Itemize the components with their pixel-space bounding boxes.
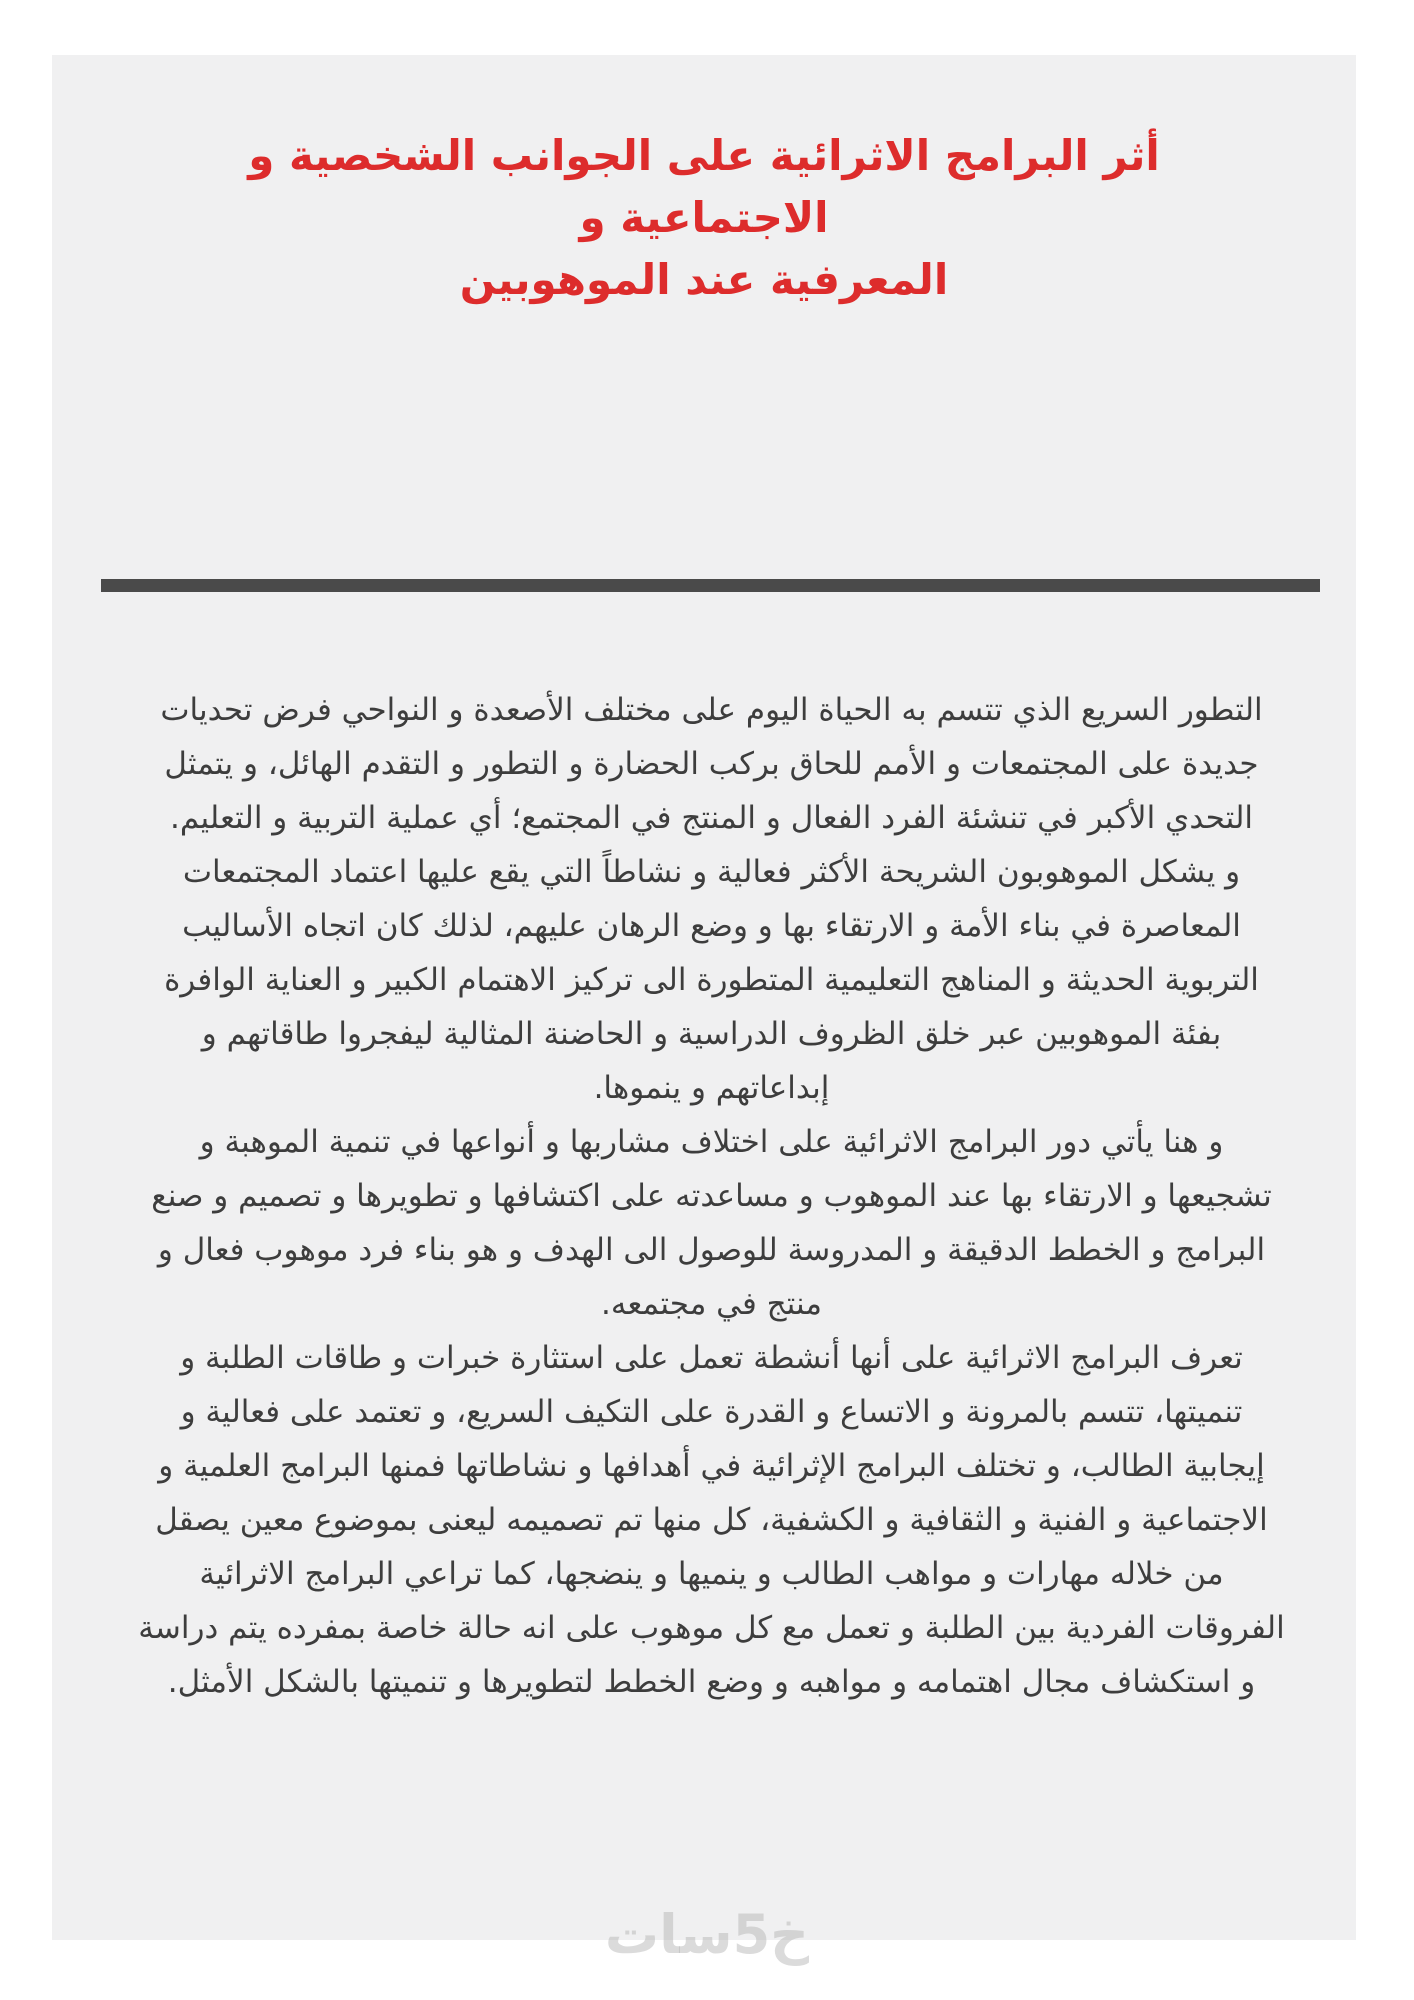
paragraph <box>101 845 1322 1115</box>
document-body <box>101 683 1322 1709</box>
body-text-line: و استكشاف مجال اهتمامه و مواهبه و وضع الخطط لتطويرها و تنميتها بالشكل الأمثل. <box>167 1664 1256 1700</box>
body-text-line: الاجتماعية و الفنية و الثقافية و الكشفية، كل منها تم تصميمه ليعنى بموضوع معين يصقل <box>155 1502 1268 1538</box>
body-text-line: البرامج و الخطط الدقيقة و المدروسة للوصول الى الهدف و هو بناء فرد موهوب فعال و <box>157 1232 1266 1268</box>
body-text-line: بفئة الموهوبين عبر خلق الظروف الدراسية و الحاضنة المثالية ليفجروا طاقاتهم و <box>201 1016 1222 1052</box>
body-text-line: التربوية الحديثة و المناهج التعليمية المتطورة الى تركيز الاهتمام الكبير و العناية الوافرة <box>164 962 1259 998</box>
body-text-line: إيجابية الطالب، و تختلف البرامج الإثرائية في أهدافها و نشاطاتها فمنها البرامج العلمية و <box>158 1448 1265 1484</box>
horizontal-divider-bar <box>101 579 1320 592</box>
body-text-line: التحدي الأكبر في تنشئة الفرد الفعال و المنتج في المجتمع؛ أي عملية التربية و التعليم. <box>169 800 1254 836</box>
body-text-line: تنميتها، تتسم بالمرونة و الاتساع و القدرة على التكيف السريع، و تعتمد على فعالية و <box>180 1394 1243 1430</box>
body-text-line: إبداعاتهم و ينموها. <box>593 1070 830 1106</box>
body-text-line: التطور السريع الذي تتسم به الحياة اليوم على مختلف الأصعدة و النواحي فرض تحديات <box>160 692 1263 728</box>
body-text-line: جديدة على المجتمعات و الأمم للحاق بركب الحضارة و التطور و التقدم الهائل، و يتمثل <box>164 746 1259 782</box>
khamsat-watermark: خ5سات <box>604 1903 810 1966</box>
body-text-line: منتج في مجتمعه. <box>600 1286 822 1322</box>
document-title <box>172 125 1236 311</box>
body-text-line: الفروقات الفردية بين الطلبة و تعمل مع كل موهوب على انه حالة خاصة بمفرده يتم دراسة <box>138 1610 1285 1646</box>
paragraph <box>101 1331 1322 1709</box>
body-text-line: تعرف البرامج الاثرائية على أنها أنشطة تعمل على استثارة خبرات و طاقات الطلبة و <box>180 1340 1243 1376</box>
body-text-line: المعاصرة في بناء الأمة و الارتقاء بها و وضع الرهان عليهم، لذلك كان اتجاه الأساليب <box>182 908 1241 944</box>
body-text-line: من خلاله مهارات و مواهب الطالب و ينميها و ينضجها، كما تراعي البرامج الاثرائية <box>199 1556 1224 1592</box>
paragraph <box>101 683 1322 845</box>
body-text-line: و يشكل الموهوبون الشريحة الأكثر فعالية و نشاطاً التي يقع عليها اعتماد المجتمعات <box>182 854 1241 890</box>
body-text-line: و هنا يأتي دور البرامج الاثرائية على اختلاف مشاربها و أنواعها في تنمية الموهبة و <box>199 1124 1224 1160</box>
document-title-line: أثر البرامج الاثرائية على الجوانب الشخصية و الاجتماعية و <box>248 131 1160 242</box>
paragraph <box>101 1115 1322 1331</box>
document-page <box>52 55 1356 1940</box>
body-text-line: تشجيعها و الارتقاء بها عند الموهوب و مساعدته على اكتشافها و تطويرها و تصميم و صنع <box>151 1178 1272 1214</box>
document-title-line: المعرفية عند الموهوبين <box>459 255 949 304</box>
